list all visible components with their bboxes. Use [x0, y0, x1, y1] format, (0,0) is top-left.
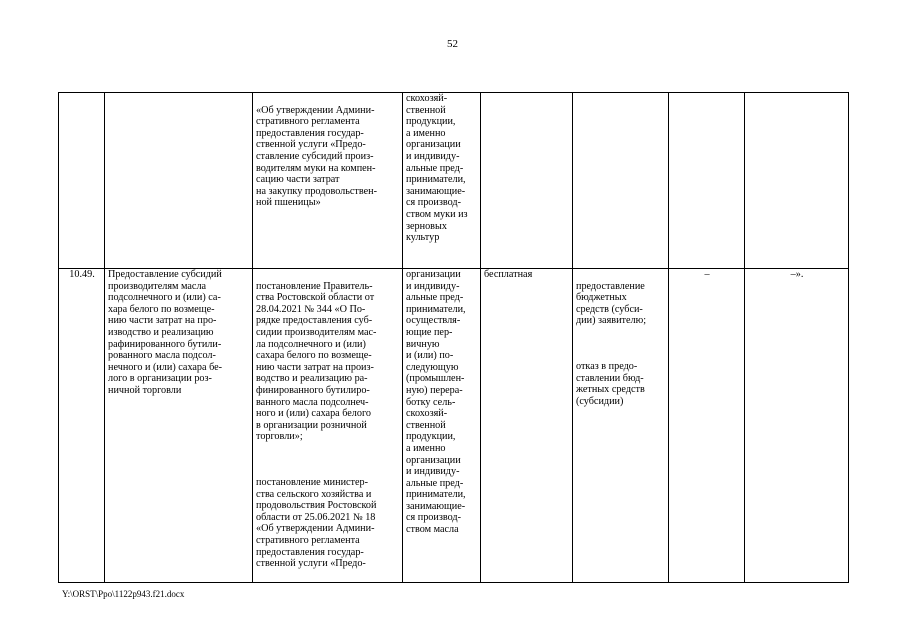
table-row: [59, 93, 849, 269]
services-table: [58, 92, 849, 583]
column-7-cell: [669, 93, 745, 269]
legal-act-paragraph: постановление министер- ства сельского хозяйства и продовольствия Ростовской области от 25.06.2021 № 18 «Об утверждении Админи- стративного регламента предоставления государ- ственной услуги «Предо-: [256, 477, 377, 570]
legal-act-cell: [253, 93, 403, 269]
row-number-cell: [59, 93, 105, 269]
column-8-cell: [745, 93, 849, 269]
column-7-cell: –: [669, 269, 745, 583]
service-name-cell: [105, 93, 253, 269]
column-8-cell: –».: [745, 269, 849, 583]
applicants-cell: организации и индивиду- альные пред- приниматели, осуществля- ющие пер- вичную и (или) по- следующую (промышлен- ную) перера- ботку сель- скохозяй- ственной продукции, а именно организации и индивиду- альные пред- приниматели, занимающие- ся производ- ством масла: [403, 269, 481, 583]
legal-act-paragraph: «Об утверждении Админи- стративного регламента предоставления государ- ственной услуги «Предо- ставление субсидий произ- водителям муки на компен- сацию части затрат на закупку продовольствен- ной пшеницы»: [256, 104, 378, 209]
result-paragraph: отказ в предо- ставлении бюд- жетных средств (субсидии): [576, 361, 645, 407]
legal-act-paragraph: постановление Правитель- ства Ростовской области от 28.04.2021 № 344 «О По- рядке предоставления суб- сидии производителям мас- ла подсолнечного и (или) сахара белого по возмеще- нию части затрат на произ- водство и реализацию ра- финированного бутилиро- ванного масла подсолнеч- ного и (или) сахара белого в организации розничной торговли»;: [256, 280, 377, 443]
result-paragraph: предоставление бюджетных средств (субси- дии) заявителю;: [576, 280, 647, 327]
fee-cell: [481, 93, 573, 269]
result-cell: [573, 93, 669, 269]
service-name-cell: Предоставление субсидий производителям масла подсолнечного и (или) са- хара белого по возмеще- нию части затрат на про- изводство и реализацию рафинированного бутили- рованного масла подсол- нечного и (или) сахара бе- лого в организации роз- ничной торговли: [105, 269, 253, 583]
result-cell: [573, 269, 669, 583]
footer-file-path: Y:\ORST\Ppo\1122p943.f21.docx: [62, 589, 185, 599]
table-row: [59, 269, 849, 583]
legal-act-cell: [253, 269, 403, 583]
applicants-cell: скохозяй- ственной продукции, а именно организации и индивиду- альные пред- приниматели, занимающие- ся производ- ством муки из зерновых культур: [403, 93, 481, 269]
page-number: 52: [447, 38, 458, 50]
row-number-cell: 10.49.: [59, 269, 105, 583]
fee-cell: бесплатная: [481, 269, 573, 583]
